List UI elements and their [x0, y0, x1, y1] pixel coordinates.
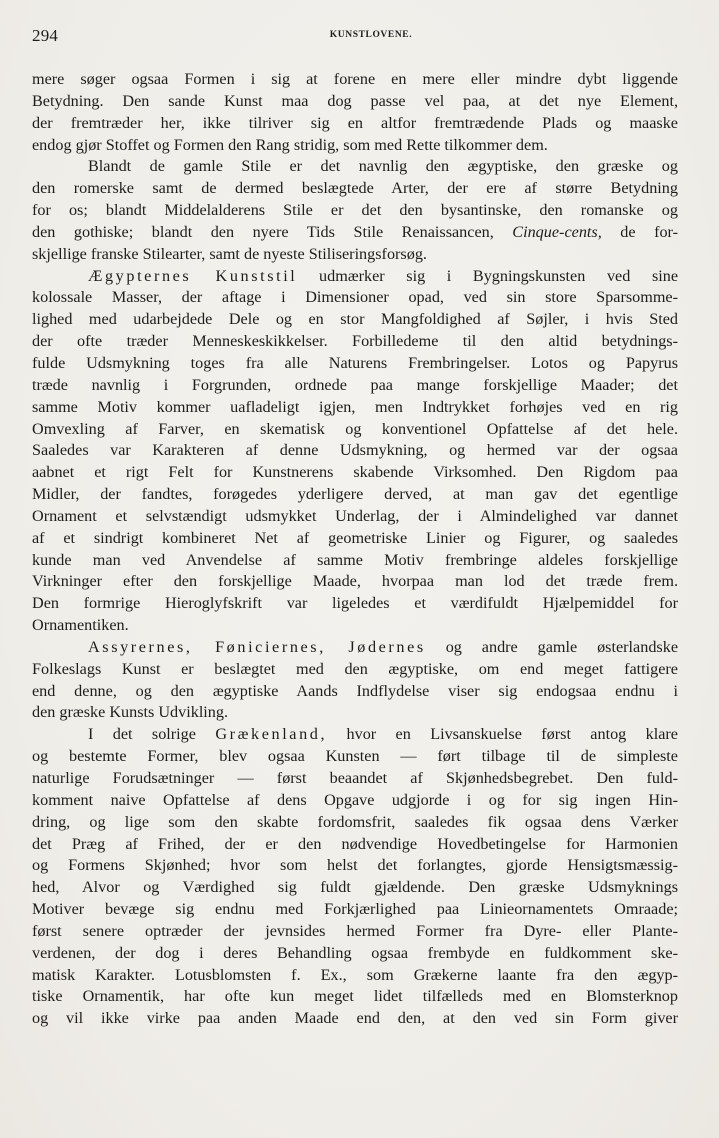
text-line: den romerske samt de dermed beslægtede Arter, der ere af større Betydning — [32, 179, 678, 198]
paragraph-1 — [32, 69, 678, 156]
text-line: lighed med udarbejdede Dele og en stor Mangfoldighed af Søjler, i hvis Sted — [32, 310, 678, 329]
text-line: matisk Karakter. Lotusblomsten f. Ex., som Grækerne laante fra den ægyp- — [32, 965, 678, 984]
text-line: den græske Kunsts Udvikling. — [32, 703, 229, 722]
text-line: Folkeslags Kunst er beslægtet med den ægyptiske, om end meget fattigere — [32, 659, 678, 678]
text-line: Betydning. Den sande Kunst maa dog passe vel paa, at det nye Element, — [32, 91, 678, 110]
paragraph-5 — [32, 724, 678, 1030]
text-line: Saaledes var Karakteren af denne Udsmykning, og hermed var der ogsaa — [32, 441, 678, 460]
text-line: Blandt de gamle Stile er det navnlig den ægyptiske, den græske og — [88, 157, 678, 176]
text-line: for os; blandt Middelalderens Stile er det den bysantinske, den romanske og — [32, 201, 678, 220]
page-header — [32, 26, 680, 48]
text-line: Ornament et selvstændigt udsmykket Underlag, der i Almindelighed var dannet — [32, 506, 678, 525]
text-line: Omvexling af Farver, en skematisk og konventionel Opfattelse af det hele. — [32, 419, 678, 438]
text-segment: og andre gamle østerlandske — [445, 637, 679, 656]
text-line — [32, 724, 678, 746]
text-line: aabnet et rigt Felt for Kunstnerens skabende Virksomhed. Den Rigdom paa — [32, 463, 678, 482]
text-line: Virkninger efter den forskjellige Maade, hvorpaa man lod det træde frem. — [32, 572, 678, 591]
paragraph-2 — [32, 156, 678, 265]
text-line: hed, Alvor og Værdighed sig fuldt gjældende. Den græske Udsmyknings — [32, 878, 678, 897]
text-line: der fremtræder her, ikke tilriver sig en altfor fremtrædende Plads og maaske — [32, 113, 678, 132]
text-line: dring, og lige som den skabte fordomsfrit, saaledes fik ogsaa dens Værker — [32, 812, 678, 831]
text-segment: udmærker sig i Bygningskunsten ved sine — [319, 266, 679, 285]
text-line: kunde man ved Anvendelse af samme Motiv frembringe aldeles forskjellige — [32, 550, 678, 569]
text-line: mere søger ogsaa Formen i sig at forene en mere eller mindre dybt liggende — [32, 70, 678, 88]
paragraph-4 — [32, 637, 678, 724]
text-line: skjellige franske Stilearter, samt de nyeste Stiliseringsforsøg. — [32, 244, 427, 263]
text-line: Den formrige Hieroglyfskrift var ligeledes et værdifuldt Hjælpemiddel for — [32, 594, 678, 613]
text-line: det Præg af Frihed, der er den nødvendige Hovedbetingelse for Harmonien — [32, 834, 678, 853]
text-line: og bestemte Former, blev ogsaa Kunsten — ført tilbage til de simpleste — [32, 747, 678, 766]
text-line — [32, 222, 678, 244]
text-line — [32, 266, 678, 288]
italic-term: Cinque-cents, — [512, 222, 602, 241]
spaced-heading: Ægypternes Kunststil — [88, 266, 298, 285]
text-line: fulde Udsmykning toges fra alle Naturens Frembringelser. Lotos og Papyrus — [32, 353, 678, 372]
text-line: Ornamentiken. — [32, 616, 129, 635]
text-line: verdenen, der dog i deres Behandling ogsaa frembyde en fuldkomment ske- — [32, 943, 678, 962]
text-line: først senere optræder der jevnsides hermed Former fra Dyre- eller Plante- — [32, 921, 678, 940]
running-head: KUNSTLOVENE. — [329, 30, 413, 40]
text-line: træde navnlig i Forgrunden, ordnede paa mange forskjellige Maader; det — [32, 375, 678, 394]
text-line — [32, 637, 678, 659]
text-line: Midler, der fandtes, forøgedes yderligere derved, at man gav det egentlige — [32, 485, 678, 504]
text-line: og Formens Skjønhed; hvor som helst det forlangtes, gjorde Hensigtsmæssig- — [32, 856, 678, 875]
paragraph-3 — [32, 266, 678, 637]
text-line: tiske Ornamentik, har ofte kun meget lidet tilfælleds med en Blomsterknop — [32, 987, 678, 1006]
text-line: Motiver bevæge sig endnu med Forkjærlighed paa Linieornamentets Omraade; — [32, 900, 678, 919]
text-line: og vil ikke virke paa anden Maade end den, at den ved sin Form giver — [32, 1009, 678, 1028]
text-line: der ofte træder Menneskeskikkelser. Forbilledeme til den altid betydnings- — [32, 332, 678, 351]
text-line: komment naive Opfattelse af dens Opgave udgjorde i og for sig ingen Hin- — [32, 790, 678, 809]
text-segment: I det solrige — [88, 725, 196, 744]
text-line: kolossale Masser, der aftage i Dimensioner opad, ved sin store Sparsomme- — [32, 288, 678, 307]
text-segment: de for- — [620, 222, 679, 241]
text-segment: hvor en Livsanskuelse først antog klare — [346, 725, 678, 744]
spaced-heading: Assyrernes, Føniciernes, Jødernes — [88, 637, 426, 656]
page-number: 294 — [32, 26, 59, 45]
text-line: naturlige Forudsætninger — først beaandet af Skjønhedsbegrebet. Den fuld- — [32, 769, 678, 787]
text-line: endog gjør Stoffet og Formen den Rang stridig, som med Rette tilkommer dem. — [32, 135, 548, 154]
spaced-heading: Grækenland, — [215, 725, 328, 744]
body-text — [32, 69, 678, 1030]
text-line: samme Motiv kommer uafladeligt igjen, men Indtrykket forhøjes ved en rig — [32, 397, 678, 416]
text-segment: den gothiske; blandt den nyere Tids Stile Renaissancen, — [32, 222, 494, 241]
text-line: end denne, og den ægyptiske Aands Indflydelse viser sig endogsaa endnu i — [32, 681, 678, 700]
text-line: af et sindrigt kombineret Net af geometriske Linier og Figurer, og saaledes — [32, 528, 678, 547]
